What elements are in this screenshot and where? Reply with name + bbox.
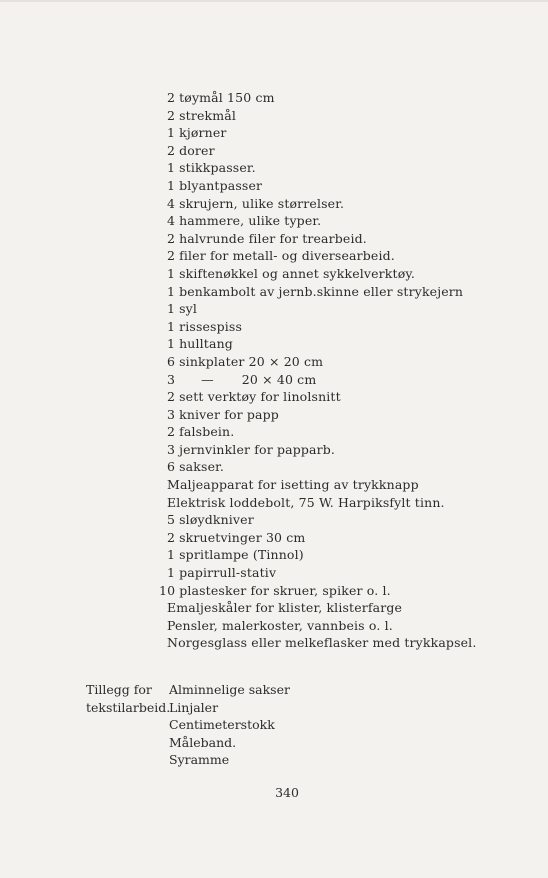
item-quantity: 2 [167, 389, 176, 405]
item-quantity: 1 [167, 336, 176, 352]
supplement-items [169, 681, 290, 769]
list-item [167, 124, 537, 142]
item-text: rissespiss [179, 318, 243, 334]
item-text: Pensler, malerkoster, vannbeis o. l. [167, 617, 393, 633]
list-item [167, 195, 537, 213]
item-text: blyantpasser [179, 177, 263, 193]
item-text: hammere, ulike typer. [179, 213, 322, 229]
list-item [167, 564, 537, 582]
item-text: spritlampe (Tinnol) [179, 547, 304, 563]
item-text: 20 × 40 cm [241, 371, 317, 387]
supplement-item: Måleband. [169, 734, 237, 750]
item-quantity: 1 [167, 318, 176, 334]
list-item [167, 230, 537, 248]
item-quantity: 2 [167, 230, 176, 246]
list-item [167, 406, 537, 424]
item-quantity: 3 [167, 441, 176, 457]
page-number: 340 [275, 785, 299, 800]
item-text: falsbein. [179, 424, 235, 440]
item-quantity: 1 [167, 125, 176, 141]
list-item [167, 335, 537, 353]
list-item [167, 159, 537, 177]
supplement-item: Syramme [169, 752, 230, 768]
item-text: kjørner [179, 125, 227, 141]
equipment-list [159, 89, 537, 652]
item-text: stikkpasser. [179, 160, 256, 176]
list-item [167, 529, 537, 547]
item-text: plastesker for skruer, spiker o. l. [179, 582, 391, 598]
supplement-item: Linjaler [169, 699, 219, 715]
list-item [167, 546, 537, 564]
list-item [167, 318, 537, 336]
list-item [167, 89, 537, 107]
list-item [167, 177, 537, 195]
item-text: dorer [179, 142, 215, 158]
item-quantity: 10 [159, 582, 176, 598]
item-text: strekmål [179, 107, 236, 123]
page-edge [0, 0, 548, 2]
list-item [167, 142, 537, 160]
item-text: halvrunde filer for trearbeid. [179, 230, 367, 246]
item-quantity: 2 [167, 424, 176, 440]
item-text: filer for metall- og diversearbeid. [179, 248, 395, 264]
ditto-dash: — [201, 371, 214, 387]
list-item [167, 494, 537, 512]
item-quantity: 4 [167, 213, 176, 229]
item-text: tøymål 150 cm [179, 90, 275, 105]
supplement-item: Centimeterstokk [169, 717, 275, 733]
list-item [167, 107, 537, 125]
list-item [167, 353, 537, 371]
list-item [167, 300, 537, 318]
list-item [167, 634, 537, 652]
list-item [167, 511, 537, 529]
item-quantity: 1 [167, 301, 176, 317]
item-text: Maljeapparat for isetting av trykknapp [167, 477, 419, 493]
item-text: skrujern, ulike størrelser. [179, 195, 345, 211]
item-text: skiftenøkkel og annet sykkelverktøy. [179, 265, 416, 281]
item-text: skruetvinger 30 cm [179, 529, 306, 545]
item-quantity: 3 [167, 406, 176, 422]
supplement-item: Alminnelige sakser [169, 682, 290, 697]
item-text: Elektrisk loddebolt, 75 W. Harpiksfylt tinn. [167, 494, 445, 510]
list-item [167, 441, 537, 459]
item-quantity: 2 [167, 90, 176, 105]
list-item [167, 476, 537, 494]
item-text: benkambolt av jernb.skinne eller strykejern [179, 283, 464, 299]
item-quantity: 6 [167, 459, 176, 475]
item-text: hulltang [179, 336, 233, 352]
list-item [167, 371, 537, 389]
item-quantity: 6 [167, 353, 176, 369]
list-item [167, 458, 537, 476]
item-quantity: 2 [167, 107, 176, 123]
item-quantity: 2 [167, 248, 176, 264]
list-item [167, 388, 537, 406]
item-quantity: 1 [167, 160, 176, 176]
item-quantity: 5 [167, 512, 176, 528]
item-text: sinkplater 20 × 20 cm [179, 353, 324, 369]
list-item [167, 265, 537, 283]
list-item [167, 423, 537, 441]
item-text: sakser. [179, 459, 224, 475]
list-item [167, 247, 537, 265]
supplement-label-line: tekstilarbeid. [86, 699, 171, 715]
item-quantity: 1 [167, 177, 176, 193]
list-item [167, 599, 537, 617]
item-quantity: 1 [167, 565, 176, 581]
item-text: jernvinkler for papparb. [179, 441, 335, 457]
item-text: Emaljeskåler for klister, klisterfarge [167, 600, 403, 616]
list-item [167, 212, 537, 230]
item-text: Norgesglass eller melkeflasker med trykkapsel. [167, 635, 477, 651]
item-text: sett verktøy for linolsnitt [179, 389, 341, 405]
item-quantity: 3 [167, 371, 176, 387]
item-quantity: 1 [167, 547, 176, 563]
item-quantity: 4 [167, 195, 176, 211]
item-quantity: 1 [167, 265, 176, 281]
item-text: syl [179, 301, 198, 317]
supplement-label-line: Tillegg for [86, 682, 152, 697]
supplement-label [86, 681, 171, 716]
list-item [167, 283, 537, 301]
list-item [167, 617, 537, 635]
item-quantity: 1 [167, 283, 176, 299]
item-text: sløydkniver [179, 512, 254, 528]
item-text: kniver for papp [179, 406, 279, 422]
item-quantity: 2 [167, 529, 176, 545]
list-item [159, 582, 537, 600]
item-text: papirrull-stativ [179, 565, 277, 581]
item-quantity: 2 [167, 142, 176, 158]
